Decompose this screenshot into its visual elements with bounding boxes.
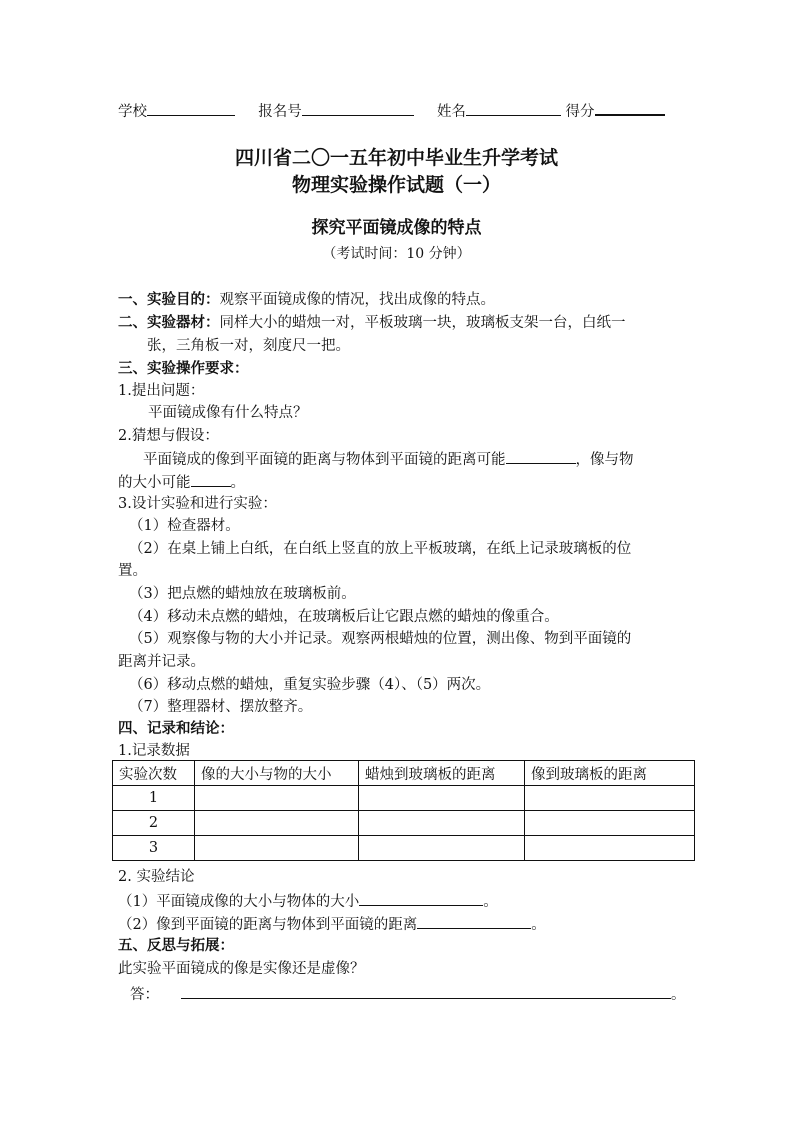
trial-number: 1 (113, 786, 195, 811)
section-purpose (118, 290, 495, 310)
table-cell-image-distance[interactable] (525, 786, 695, 811)
section-4-head: 四、记录和结论： (118, 720, 234, 737)
step-5b: 距离并记录。 (118, 654, 205, 670)
step-2b: 置。 (118, 563, 147, 579)
table-cell-size[interactable] (195, 786, 359, 811)
table-cell-candle-distance[interactable] (359, 811, 525, 836)
conclusion-2-blank[interactable] (417, 913, 531, 929)
topic-title: 探究平面镜成像的特点 (311, 218, 482, 238)
answer-blank[interactable] (181, 983, 671, 999)
q2-text-b: ，像与物 (575, 452, 634, 468)
period: 。 (531, 917, 546, 933)
score-blank[interactable] (595, 99, 665, 116)
table-cell-image-distance[interactable] (525, 811, 695, 836)
table-header: 实验次数 (113, 761, 195, 786)
step-3: （3）把点燃的蜡烛放在玻璃板前。 (129, 586, 356, 602)
step-7: （7）整理器材、摆放整齐。 (129, 699, 313, 715)
section-2-text2: 张，三角板一对，刻度尺一把。 (147, 338, 350, 354)
record-table (112, 760, 695, 861)
section-materials (118, 313, 626, 333)
table-row (113, 836, 695, 861)
table-header-row (113, 761, 695, 786)
conclusion-label: 2. 实验结论 (118, 869, 195, 885)
answer-label: 答： (130, 987, 159, 1003)
step-2a: （2）在桌上铺上白纸，在白纸上竖直的放上平板玻璃，在纸上记录玻璃板的位 (129, 541, 632, 557)
trial-number: 2 (113, 811, 195, 836)
q2-text-c: 的大小可能 (118, 475, 191, 491)
data-label: 1.记录数据 (118, 743, 190, 759)
table-cell-size[interactable] (195, 836, 359, 861)
reg-label: 报名号 (258, 104, 302, 120)
table-header: 像到玻璃板的距离 (525, 761, 695, 786)
section-5-head: 五、反思与拓展： (118, 937, 234, 954)
step-1: （1）检查器材。 (129, 518, 240, 534)
conclusion-1 (118, 890, 498, 912)
conclusion-1-blank[interactable] (359, 890, 483, 906)
q2-text-d: 。 (230, 475, 245, 491)
trial-number: 3 (113, 836, 195, 861)
section-2-head: 二、实验器材： (118, 314, 220, 331)
q2-line2 (118, 471, 245, 493)
q3-label: 3.设计实验和进行实验： (118, 496, 277, 512)
step-6: （6）移动点燃的蜡烛，重复实验步骤（4）、（5）两次。 (129, 677, 491, 693)
q2-label: 2.猜想与假设： (118, 428, 219, 444)
section-1-head: 一、实验目的： (118, 291, 220, 308)
step-4: （4）移动未点燃的蜡烛，在玻璃板后让它跟点燃的蜡烛的像重合。 (129, 609, 559, 625)
table-header: 像的大小与物的大小 (195, 761, 359, 786)
q1-label: 1.提出问题： (118, 383, 205, 399)
table-cell-candle-distance[interactable] (359, 836, 525, 861)
table-row (113, 786, 695, 811)
q1-text: 平面镜成像有什么特点？ (148, 405, 308, 421)
section-3-head: 三、实验操作要求： (118, 360, 249, 377)
exam-time: （考试时间：10 分钟） (322, 246, 471, 262)
exam-title: 四川省二〇一五年初中毕业生升学考试 (234, 147, 558, 169)
step-5a: （5）观察像与物的大小并记录。观察两根蜡烛的位置，测出像、物到平面镜的 (129, 631, 632, 647)
name-label: 姓名 (436, 104, 466, 120)
section-2-text1: 同样大小的蜡烛一对，平板玻璃一块，玻璃板支架一台，白纸一 (219, 315, 626, 331)
period: 。 (483, 894, 498, 910)
table-header: 蜡烛到玻璃板的距离 (359, 761, 525, 786)
q2-blank-distance[interactable] (506, 448, 576, 464)
conclusion-1-text: （1）平面镜成像的大小与物体的大小 (118, 894, 360, 910)
q2-text-a: 平面镜成的像到平面镜的距离与物体到平面镜的距离可能 (143, 452, 506, 468)
period: 。 (671, 987, 686, 1003)
school-blank[interactable] (147, 100, 235, 116)
header-fields (118, 99, 665, 122)
section-1-text: 观察平面镜成像的情况，找出成像的特点。 (219, 292, 495, 308)
exam-subtitle: 物理实验操作试题（一） (291, 174, 501, 196)
reflection-question: 此实验平面镜成的像是实像还是虚像？ (118, 961, 365, 977)
score-label: 得分 (565, 104, 595, 120)
table-cell-image-distance[interactable] (525, 836, 695, 861)
school-label: 学校 (118, 104, 147, 120)
table-cell-candle-distance[interactable] (359, 786, 525, 811)
name-blank[interactable] (466, 100, 561, 116)
conclusion-2 (118, 913, 546, 935)
q2-blank-size[interactable] (191, 471, 231, 487)
q2-line1 (143, 448, 634, 470)
conclusion-2-text: （2）像到平面镜的距离与物体到平面镜的距离 (118, 917, 418, 933)
reg-blank[interactable] (302, 100, 414, 116)
table-row (113, 811, 695, 836)
table-cell-size[interactable] (195, 811, 359, 836)
answer-line (130, 983, 686, 1005)
